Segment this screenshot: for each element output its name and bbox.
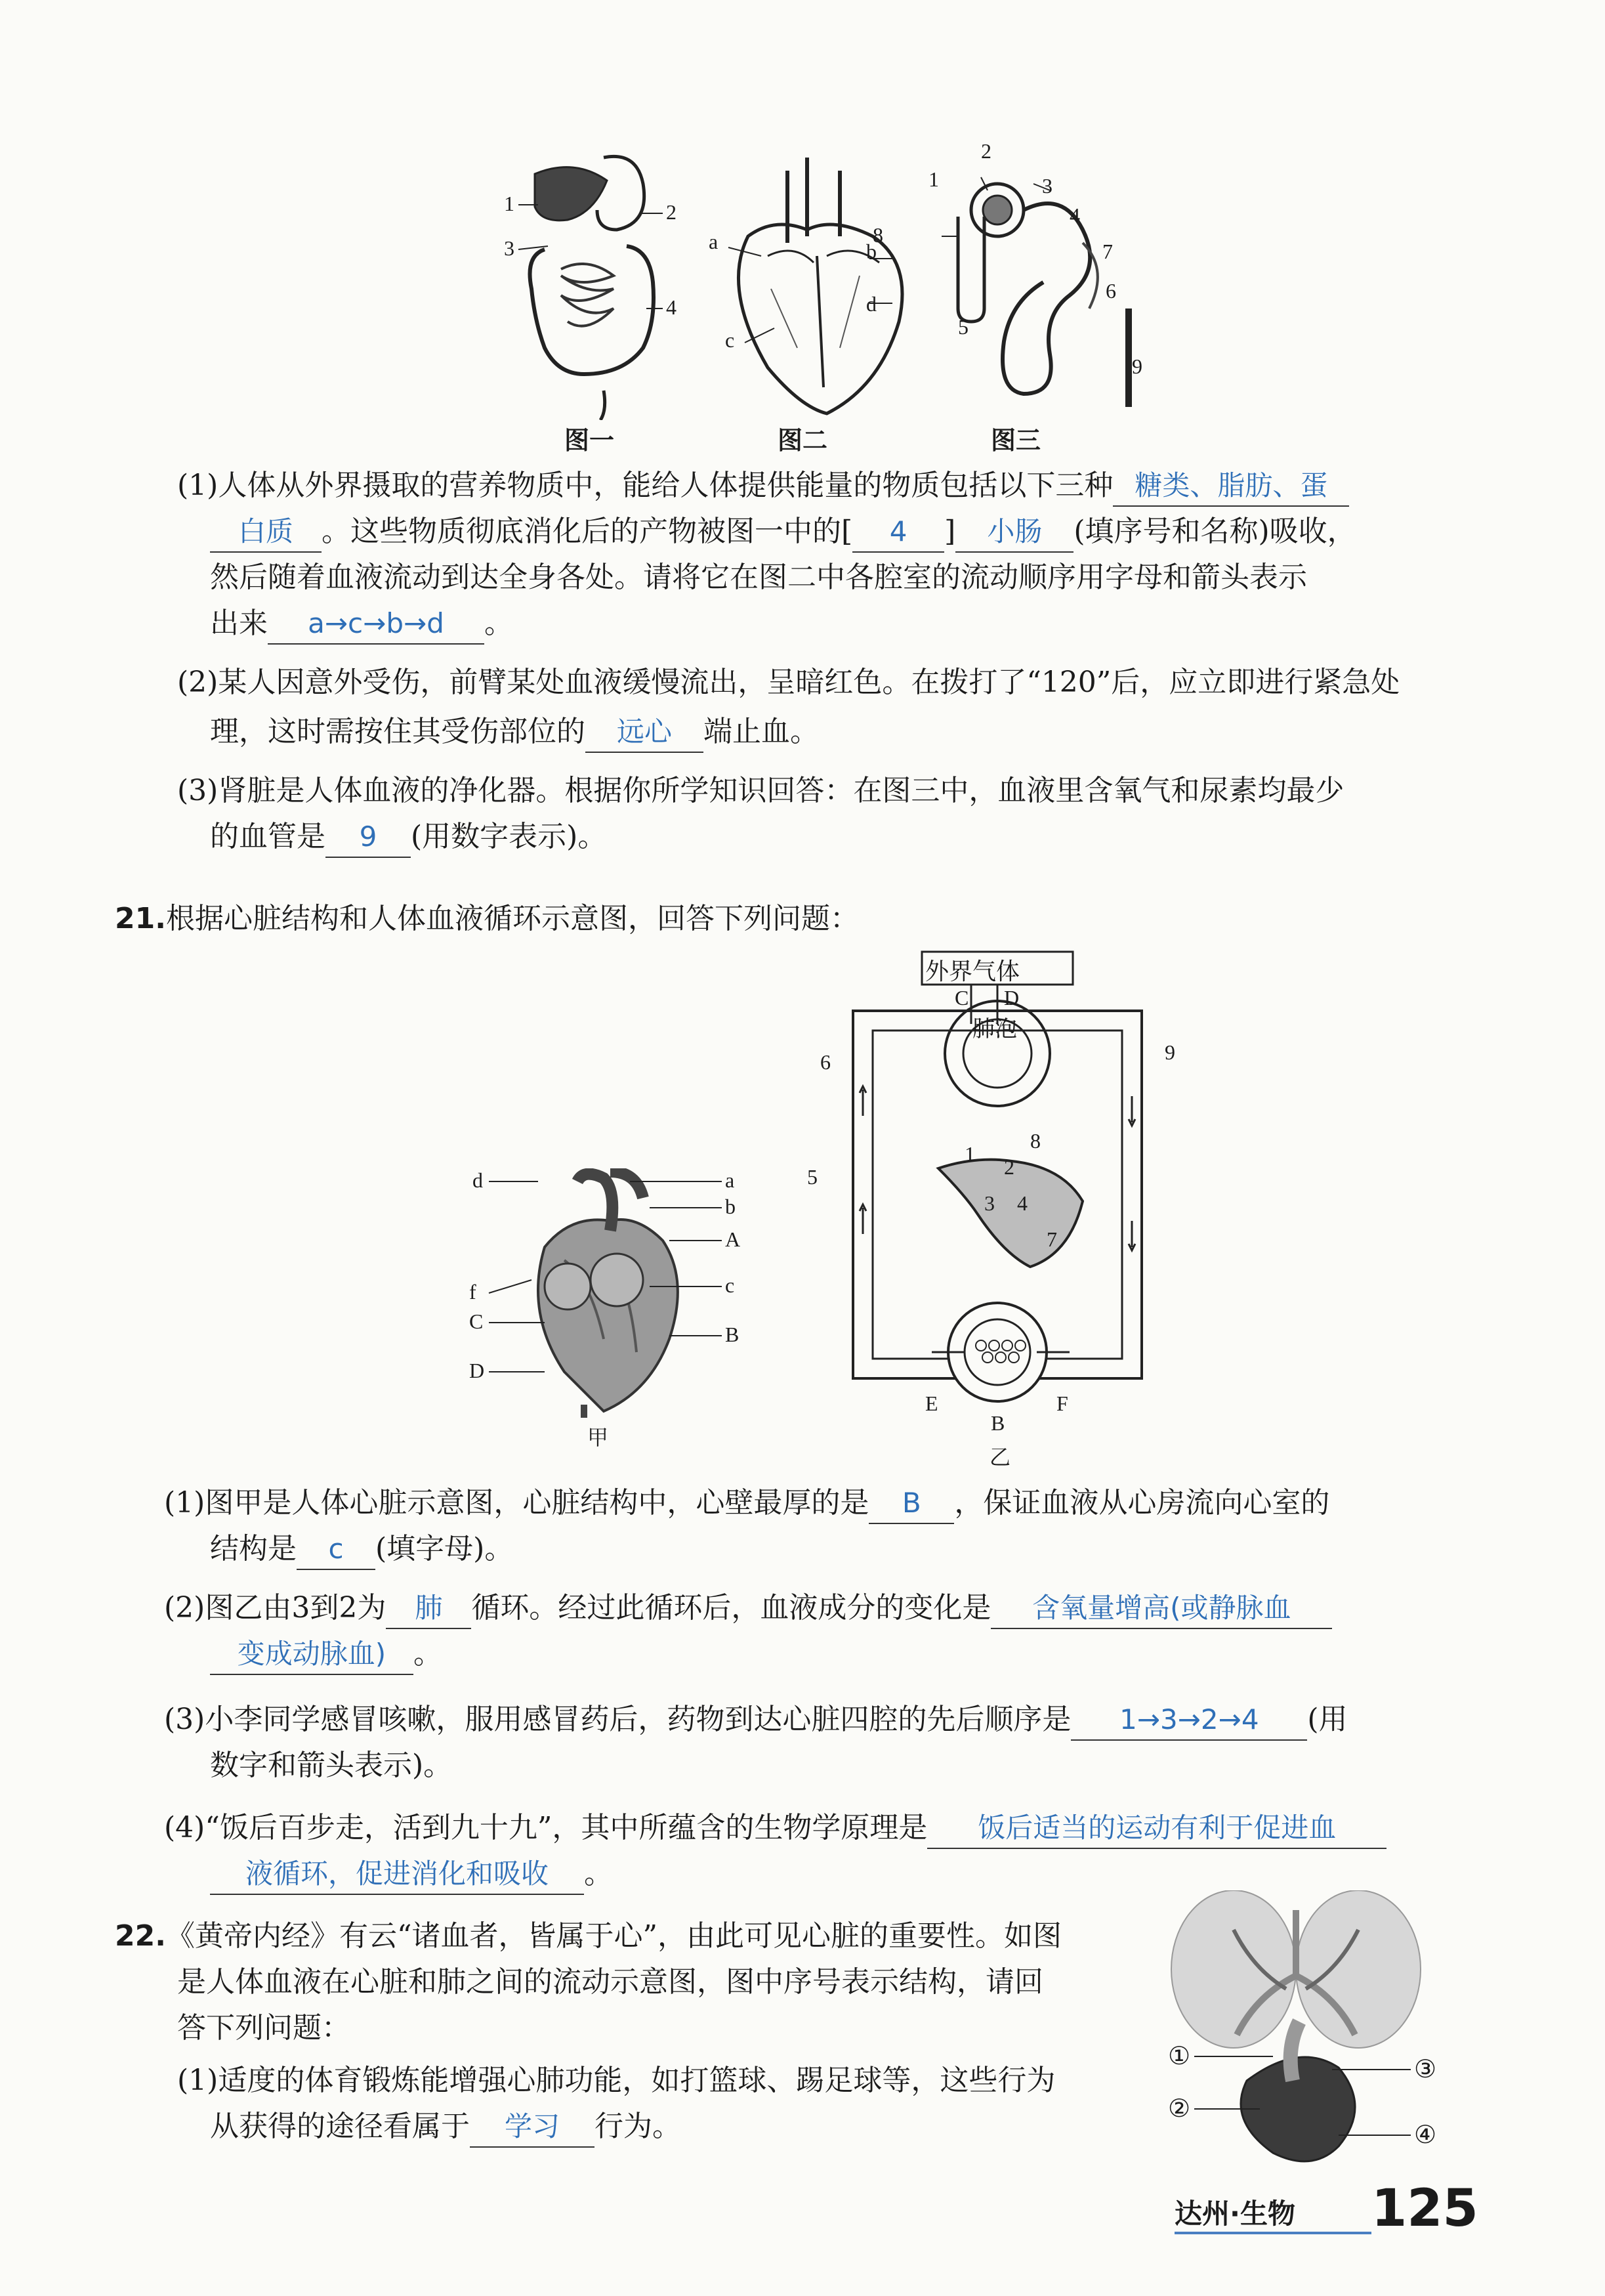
q21-p2-line1	[164, 1588, 1332, 1629]
q20-p2-line2	[210, 712, 819, 753]
yi-label-C: C	[955, 986, 969, 1010]
yi-label-E: E	[925, 1392, 938, 1415]
q22-p1-line1	[177, 2061, 1055, 2100]
q22-p1-text1: (1)适度的体育锻炼能增强心肺功能，如打篮球、踢足球等，这些行为	[177, 2064, 1056, 2097]
q20-p1-answer2: 4	[852, 512, 944, 553]
footer-dot: ·	[1230, 2198, 1240, 2230]
yi-num-7: 7	[1047, 1227, 1057, 1251]
q22-label-1: ①	[1168, 2043, 1191, 2070]
q21-p3-text2: (用	[1307, 1703, 1348, 1736]
q21-p4-text1: (4)“饭后百步走，活到九十九”，其中所蕴含的生物学原理是	[164, 1811, 928, 1844]
q20-p2-text3: 端止血。	[703, 715, 819, 748]
q21-p2-answer1: 肺	[386, 1588, 471, 1629]
footer-subject: 生物	[1240, 2198, 1295, 2230]
fig1-caption: 图一	[564, 425, 615, 455]
fig3-label-4: 4	[1070, 203, 1080, 227]
q21-p1-line2	[210, 1529, 513, 1570]
yi-num-4: 4	[1017, 1191, 1028, 1215]
q22-stem3: 答下列问题：	[177, 2011, 350, 2045]
page-number: 125	[1371, 2179, 1478, 2238]
q20-p3-line2	[210, 817, 606, 858]
q22-figure	[1135, 1890, 1463, 2173]
fig3-label-5: 5	[958, 315, 969, 339]
yi-alveolus: 肺泡	[972, 1017, 1017, 1042]
q20-p1-text4: (填序号和名称)吸收，	[1073, 515, 1356, 548]
q21-p4-text2: 。	[584, 1857, 613, 1890]
q21-p3-line2	[210, 1746, 452, 1785]
q22-p1-answer1: 学习	[470, 2107, 594, 2148]
fig3-label-6: 6	[1106, 279, 1116, 303]
yi-num-1: 1	[965, 1142, 975, 1166]
q20-p1-text5: 然后随着血液流动到达全身各处。请将它在图二中各腔室的流动顺序用字母和箭头表示	[210, 561, 1307, 594]
q20-p2-line1	[177, 663, 1400, 702]
q21-p4-line1	[164, 1808, 1386, 1849]
fig3-label-2: 2	[981, 139, 991, 163]
q21-p3-text1: (3)小李同学感冒咳嗽，服用感冒药后，药物到达心脏四腔的先后顺序是	[164, 1703, 1072, 1736]
q21-p3-answer1: 1→3→2→4	[1071, 1700, 1307, 1741]
yi-num-6: 6	[820, 1050, 831, 1074]
q20-p3-answer1: 9	[325, 817, 411, 858]
q20-p1-answer4: a→c→b→d	[268, 604, 484, 645]
q21-p1-text3: 结构是	[210, 1532, 297, 1565]
q20-p2-answer1: 远心	[585, 712, 703, 753]
q20-p1-text7: 。	[484, 606, 513, 640]
jia-label-a: a	[725, 1168, 735, 1192]
q20-p1-line4	[210, 604, 513, 645]
footer-region: 达州	[1175, 2198, 1230, 2230]
jia-label-A: A	[725, 1227, 741, 1251]
q22-number: 22.	[115, 1919, 166, 1953]
yi-num-2: 2	[1004, 1155, 1014, 1179]
q22-stem2: 是人体血液在心脏和肺之间的流动示意图，图中序号表示结构，请回	[177, 1965, 1043, 1999]
q21-stem-line	[115, 899, 859, 939]
fig1-label-1: 1	[504, 192, 514, 215]
q20-p1-line3	[210, 558, 1307, 597]
q20-p1-text1: (1)人体从外界摄取的营养物质中，能给人体提供能量的物质包括以下三种	[177, 469, 1114, 502]
q20-p2-text1: (2)某人因意外受伤，前臂某处血液缓慢流出，呈暗红色。在拨打了“120”后，应立即进行紧急处	[177, 666, 1400, 699]
q22-label-2: ②	[1168, 2095, 1191, 2123]
q22-p1-text2: 从获得的途径看属于	[210, 2110, 470, 2143]
fig2-label-c: c	[725, 328, 735, 352]
yi-num-9: 9	[1165, 1040, 1175, 1064]
fig3-label-1: 1	[928, 167, 939, 191]
q20-p1-answer1b: 白质	[210, 512, 322, 553]
fig2-label-b: b	[866, 240, 877, 263]
yi-label-F: F	[1056, 1392, 1068, 1415]
fig3-label-8: 8	[873, 223, 883, 247]
fig3-label-3: 3	[1042, 174, 1053, 198]
q21-p2-text3: 。	[413, 1637, 442, 1670]
yi-num-3: 3	[984, 1191, 995, 1215]
q21-stem: 根据心脏结构和人体血液循环示意图，回答下列问题：	[165, 902, 859, 935]
q21-p1-answer2: c	[297, 1529, 375, 1570]
q20-p1-text2: 。这些物质彻底消化后的产物被图一中的[	[322, 515, 853, 548]
yi-top-box: 外界气体	[925, 958, 1020, 985]
fig3-label-9: 9	[1132, 354, 1142, 378]
q22-stem-line1	[115, 1917, 1062, 1956]
q21-fig-yi	[801, 945, 1207, 1470]
fig2-label-a: a	[709, 230, 719, 253]
jia-label-c: c	[725, 1273, 735, 1297]
yi-label-D: D	[1004, 986, 1020, 1010]
q21-p2-answer2b: 变成动脉血)	[210, 1634, 413, 1675]
q22-p1-line2	[210, 2107, 681, 2148]
page-footer	[1175, 2179, 1478, 2251]
q22-stem-line2	[177, 1963, 1043, 2002]
yi-label-B: B	[991, 1411, 1005, 1435]
q20-p1-text3: ]	[944, 515, 956, 548]
fig3-caption: 图三	[991, 425, 1041, 455]
footer-region-subject	[1175, 2192, 1295, 2232]
q21-p2-line2	[210, 1634, 442, 1675]
fig1-label-3: 3	[504, 236, 514, 260]
q20-p3-text2: 的血管是	[210, 820, 325, 853]
q20-p1-answer1a: 糖类、脂肪、蛋	[1113, 466, 1349, 507]
q21-number: 21.	[115, 902, 166, 935]
yi-num-8: 8	[1030, 1129, 1041, 1153]
q21-p2-text2: 循环。经过此循环后，血液成分的变化是	[471, 1591, 991, 1625]
q22-label-3: ③	[1414, 2056, 1437, 2083]
top-figures	[499, 131, 1155, 459]
q20-p1-line2	[210, 512, 1356, 553]
q21-p3-line1	[164, 1700, 1348, 1741]
jia-label-f: f	[469, 1280, 476, 1304]
digestive-system-figure	[499, 131, 696, 420]
q21-p3-text3: 数字和箭头表示)。	[210, 1749, 453, 1782]
q20-p2-text2: 理，这时需按住其受伤部位的	[210, 715, 585, 748]
fig2-label-d: d	[866, 292, 877, 316]
fig2-caption: 图二	[778, 425, 828, 455]
q21-p4-answer1a: 饭后适当的运动有利于促进血	[927, 1808, 1386, 1849]
q22-p1-text3: 行为。	[594, 2110, 681, 2143]
q20-p1-answer3: 小肠	[955, 512, 1073, 553]
jia-label-D: D	[469, 1359, 485, 1382]
fig1-label-2: 2	[666, 200, 677, 224]
footer-rule	[1175, 2232, 1371, 2234]
yi-num-5: 5	[807, 1165, 818, 1189]
q20-p3-text3: (用数字表示)。	[411, 820, 607, 853]
q22-stem1: 《黄帝内经》有云“诸血者，皆属于心”，由此可见心脏的重要性。如图	[165, 1919, 1062, 1953]
q20-p1-text6: 出来	[210, 606, 268, 640]
jia-label-d: d	[472, 1168, 483, 1192]
q21-p4-answer1b: 液循环，促进消化和吸收	[210, 1854, 584, 1895]
jia-leader-lines	[453, 1168, 761, 1418]
q22-label-4: ④	[1414, 2121, 1437, 2149]
jia-caption: 甲	[587, 1425, 609, 1450]
q22-stem-line3	[177, 2009, 350, 2048]
q21-p4-line2	[210, 1854, 613, 1895]
jia-label-b: b	[725, 1195, 736, 1218]
jia-label-C: C	[469, 1309, 484, 1333]
q21-p1-line1	[164, 1483, 1329, 1524]
fig1-label-4: 4	[666, 295, 677, 319]
q20-p3-text1: (3)肾脏是人体血液的净化器。根据你所学知识回答：在图三中，血液里含氧气和尿素均最少	[177, 774, 1344, 807]
q21-p1-text2: ，保证血液从心房流向心室的	[954, 1486, 1330, 1520]
jia-label-B: B	[725, 1323, 740, 1346]
q21-fig-jia	[453, 1168, 761, 1450]
q21-p2-answer2a: 含氧量增高(或静脉血	[991, 1588, 1332, 1629]
q21-p1-answer1: B	[869, 1483, 954, 1524]
q20-p1-line1	[177, 466, 1349, 507]
q21-p1-text1: (1)图甲是人体心脏示意图，心脏结构中，心壁最厚的是	[164, 1486, 869, 1520]
q20-p3-line1	[177, 771, 1344, 811]
fig3-label-7: 7	[1102, 240, 1113, 263]
q21-p2-text1: (2)图乙由3到2为	[164, 1591, 386, 1625]
yi-caption: 乙	[990, 1445, 1011, 1469]
q21-p1-text4: (填字母)。	[375, 1532, 514, 1565]
